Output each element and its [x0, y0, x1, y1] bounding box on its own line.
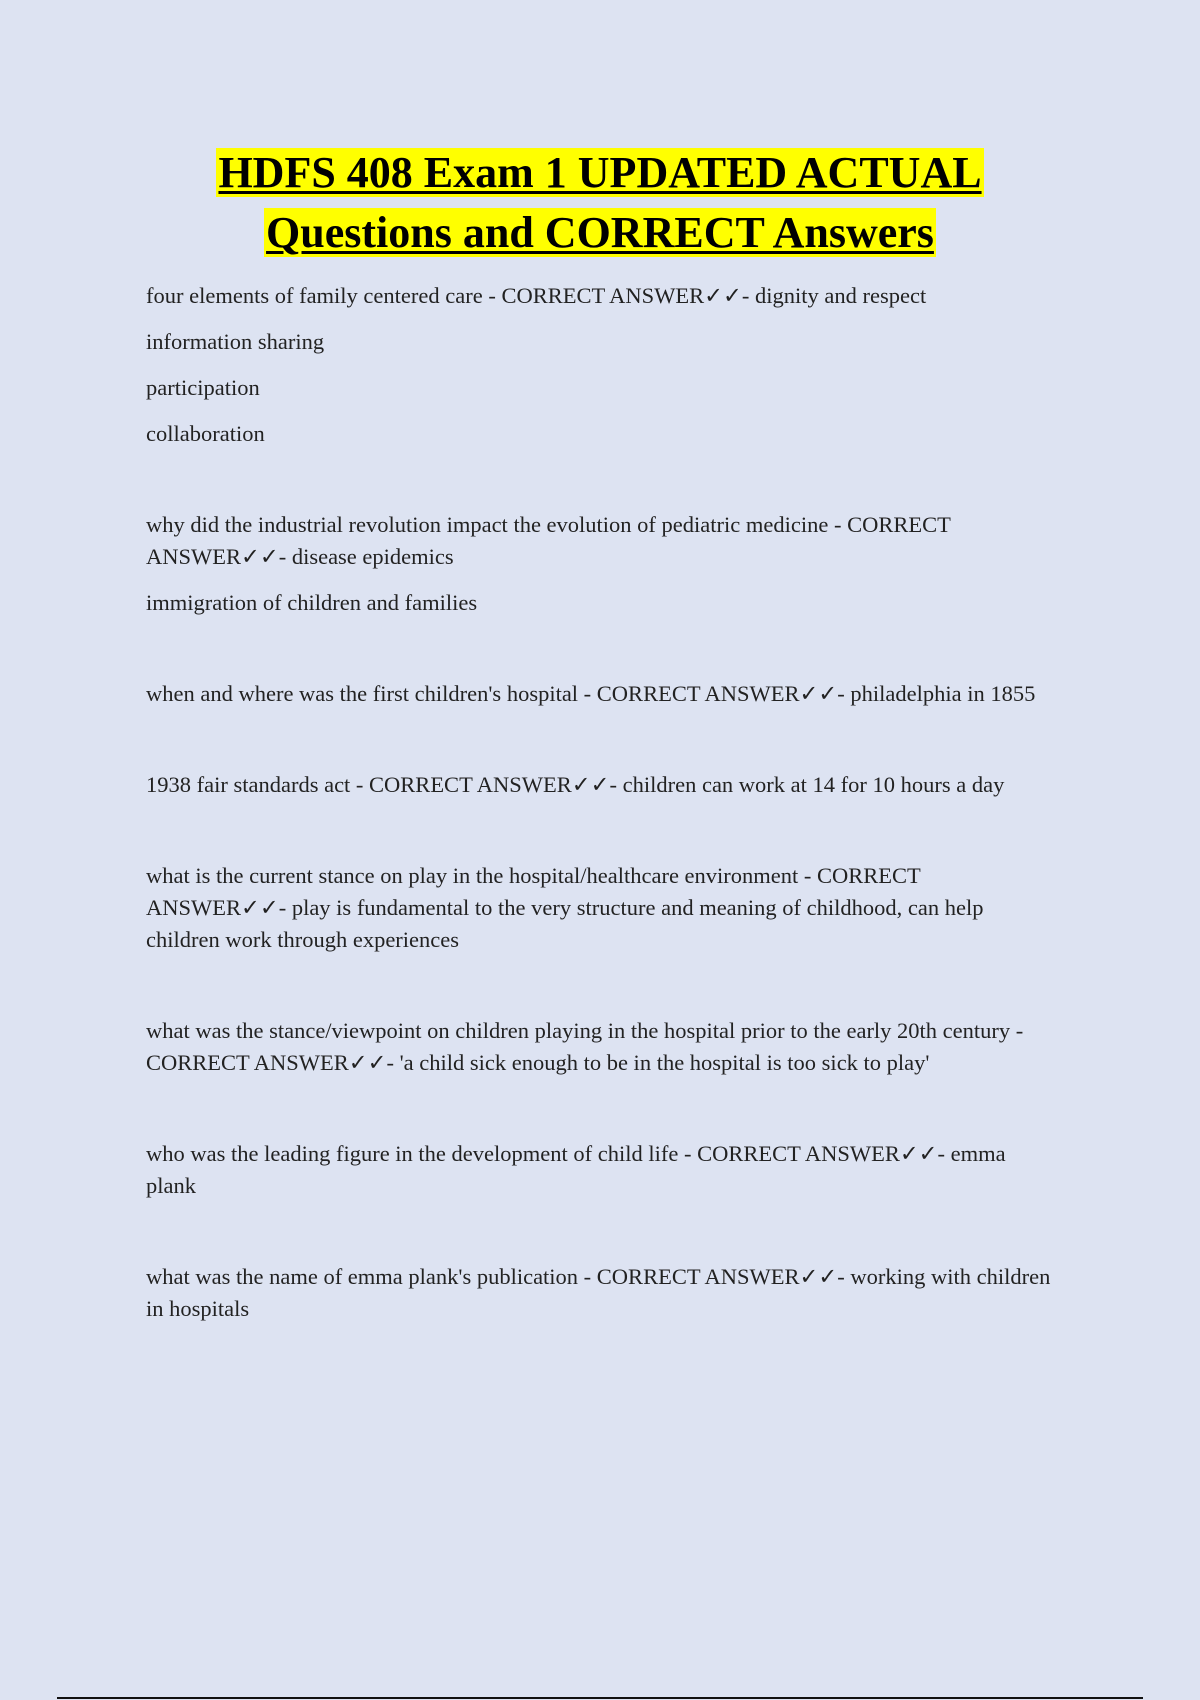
qa-line: immigration of children and families: [146, 590, 478, 615]
qa-line: information sharing: [146, 329, 325, 354]
qa-item: [146, 1138, 1051, 1202]
qa-item: [146, 678, 1051, 710]
qa-line: four elements of family centered care - CORRECT ANSWER✓✓- dignity and respect: [146, 283, 927, 308]
qa-item: [146, 509, 1051, 619]
qa-item: [146, 769, 1051, 801]
qa-line: what was the stance/viewpoint on children playing in the hospital prior to the early 20th century - CORRECT ANSWER✓✓- 'a child sick enough to be in the hospital is too sick to play': [146, 1018, 1024, 1075]
title-line-1: [0, 143, 1200, 203]
qa-line: participation: [146, 375, 260, 400]
title-line-2-text: Questions and CORRECT Answers: [266, 208, 934, 257]
document-title: [0, 143, 1200, 263]
qa-line: when and where was the first children's hospital - CORRECT ANSWER✓✓- philadelphia in 1855: [146, 681, 1036, 706]
title-line-1-text: HDFS 408 Exam 1 UPDATED ACTUAL: [218, 148, 982, 197]
qa-item: [146, 1261, 1051, 1325]
qa-item: [146, 1015, 1051, 1079]
qa-line: 1938 fair standards act - CORRECT ANSWER✓✓- children can work at 14 for 10 hours a day: [146, 772, 1005, 797]
qa-item: [146, 860, 1051, 956]
qa-line: why did the industrial revolution impact the evolution of pediatric medicine - CORRECT ANSWER✓✓- disease epidemics: [146, 512, 951, 569]
qa-line: what is the current stance on play in the hospital/healthcare environment - CORRECT ANSWER✓✓- play is fundamental to the very structure and meaning of childhood, can help children work through experiences: [146, 863, 984, 952]
footer-rule: [57, 1697, 1143, 1699]
qa-item: [146, 280, 1051, 450]
qa-line: who was the leading figure in the development of child life - CORRECT ANSWER✓✓- emma plank: [146, 1141, 1006, 1198]
qa-line: collaboration: [146, 421, 265, 446]
title-line-2: [0, 203, 1200, 263]
qa-line: what was the name of emma plank's publication - CORRECT ANSWER✓✓- working with children in hospitals: [146, 1264, 1051, 1321]
qa-list: [146, 280, 1051, 1325]
